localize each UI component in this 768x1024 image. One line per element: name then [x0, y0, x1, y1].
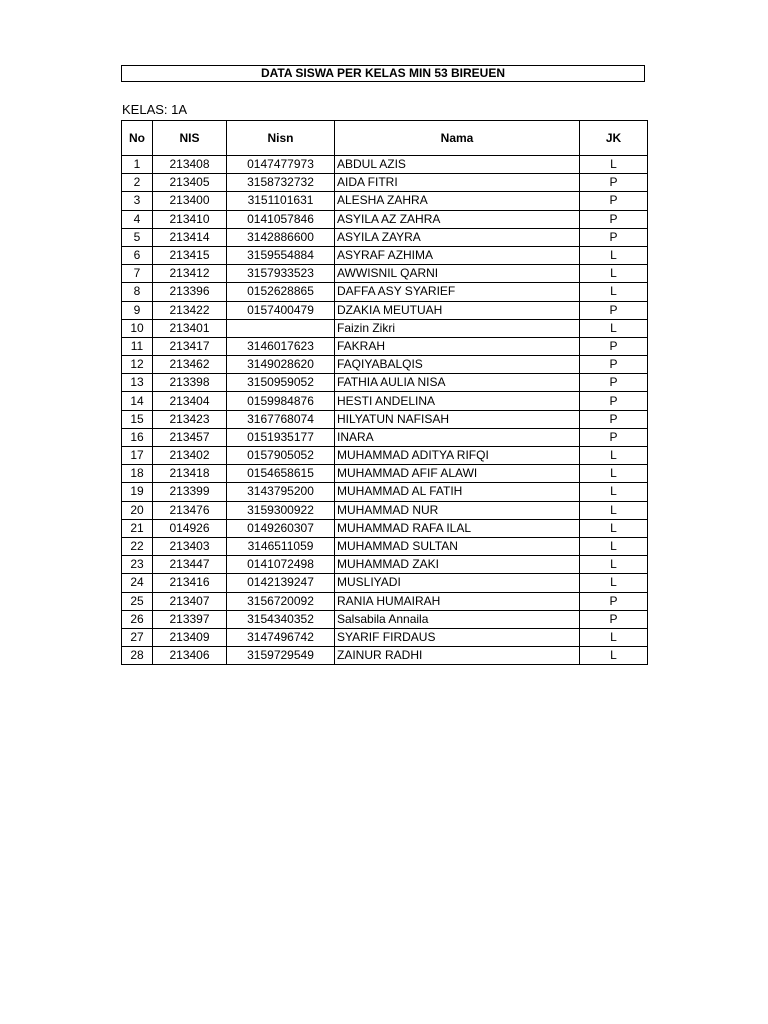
- cell-nisn: 0141057846: [227, 210, 335, 228]
- cell-nis: 213398: [153, 374, 227, 392]
- cell-nisn: 0142139247: [227, 574, 335, 592]
- cell-nisn: 3151101631: [227, 192, 335, 210]
- table-row: [122, 192, 648, 210]
- cell-nisn: 3157933523: [227, 265, 335, 283]
- cell-nama: MUHAMMAD RAFA ILAL: [335, 519, 580, 537]
- cell-no: 14: [122, 392, 153, 410]
- table-row: [122, 210, 648, 228]
- cell-jk: L: [580, 283, 648, 301]
- cell-jk: L: [580, 519, 648, 537]
- cell-nisn: 0159984876: [227, 392, 335, 410]
- cell-nama: ASYILA ZAYRA: [335, 228, 580, 246]
- table-row: [122, 628, 648, 646]
- cell-no: 16: [122, 428, 153, 446]
- cell-nis: 213423: [153, 410, 227, 428]
- cell-nama: DAFFA ASY SYARIEF: [335, 283, 580, 301]
- cell-no: 17: [122, 447, 153, 465]
- cell-nisn: 3146017623: [227, 337, 335, 355]
- cell-jk: P: [580, 592, 648, 610]
- cell-jk: P: [580, 337, 648, 355]
- table-row: [122, 537, 648, 555]
- cell-no: 8: [122, 283, 153, 301]
- table-row: [122, 283, 648, 301]
- table-row: [122, 319, 648, 337]
- cell-nisn: 3143795200: [227, 483, 335, 501]
- cell-no: 4: [122, 210, 153, 228]
- header-nis: NIS: [153, 121, 227, 156]
- cell-jk: P: [580, 410, 648, 428]
- cell-nisn: 3142886600: [227, 228, 335, 246]
- cell-no: 7: [122, 265, 153, 283]
- cell-nisn: 3167768074: [227, 410, 335, 428]
- cell-jk: L: [580, 265, 648, 283]
- cell-nama: AIDA FITRI: [335, 174, 580, 192]
- cell-nisn: 0141072498: [227, 556, 335, 574]
- cell-jk: P: [580, 374, 648, 392]
- table-row: [122, 246, 648, 264]
- cell-nama: RANIA HUMAIRAH: [335, 592, 580, 610]
- cell-no: 27: [122, 628, 153, 646]
- cell-nis: 213409: [153, 628, 227, 646]
- cell-jk: L: [580, 574, 648, 592]
- table-row: [122, 374, 648, 392]
- cell-nama: MUSLIYADI: [335, 574, 580, 592]
- cell-nis: 213418: [153, 465, 227, 483]
- cell-nama: FAKRAH: [335, 337, 580, 355]
- table-row: [122, 501, 648, 519]
- cell-nisn: 0152628865: [227, 283, 335, 301]
- cell-nis: 213462: [153, 356, 227, 374]
- cell-jk: P: [580, 228, 648, 246]
- cell-nis: 213404: [153, 392, 227, 410]
- cell-nisn: 3156720092: [227, 592, 335, 610]
- cell-no: 21: [122, 519, 153, 537]
- table-row: [122, 574, 648, 592]
- cell-nisn: 3149028620: [227, 356, 335, 374]
- table-row: [122, 556, 648, 574]
- cell-nama: DZAKIA MEUTUAH: [335, 301, 580, 319]
- cell-nis: 213447: [153, 556, 227, 574]
- cell-no: 20: [122, 501, 153, 519]
- cell-jk: L: [580, 483, 648, 501]
- cell-nama: ABDUL AZIS: [335, 156, 580, 174]
- cell-nisn: 0149260307: [227, 519, 335, 537]
- cell-nama: ASYILA AZ ZAHRA: [335, 210, 580, 228]
- cell-nama: FAQIYABALQIS: [335, 356, 580, 374]
- cell-no: 15: [122, 410, 153, 428]
- cell-nisn: 3147496742: [227, 628, 335, 646]
- table-row: [122, 592, 648, 610]
- header-row: [122, 121, 648, 156]
- cell-jk: L: [580, 465, 648, 483]
- table-row: [122, 610, 648, 628]
- cell-nis: 213407: [153, 592, 227, 610]
- cell-nis: 213401: [153, 319, 227, 337]
- cell-nama: ZAINUR RADHI: [335, 647, 580, 665]
- cell-jk: L: [580, 246, 648, 264]
- cell-nama: ASYRAF AZHIMA: [335, 246, 580, 264]
- table-row: [122, 428, 648, 446]
- cell-nis: 213408: [153, 156, 227, 174]
- cell-nisn: 3150959052: [227, 374, 335, 392]
- cell-no: 22: [122, 537, 153, 555]
- cell-no: 26: [122, 610, 153, 628]
- cell-nis: 213410: [153, 210, 227, 228]
- header-no: No: [122, 121, 153, 156]
- cell-jk: L: [580, 647, 648, 665]
- cell-jk: P: [580, 610, 648, 628]
- table-row: [122, 483, 648, 501]
- cell-nama: MUHAMMAD AFIF ALAWI: [335, 465, 580, 483]
- cell-nisn: 3159729549: [227, 647, 335, 665]
- cell-nis: 213397: [153, 610, 227, 628]
- cell-nama: MUHAMMAD ADITYA RIFQI: [335, 447, 580, 465]
- cell-jk: P: [580, 301, 648, 319]
- cell-no: 12: [122, 356, 153, 374]
- cell-nama: SYARIF FIRDAUS: [335, 628, 580, 646]
- cell-nisn: 3146511059: [227, 537, 335, 555]
- cell-no: 13: [122, 374, 153, 392]
- cell-nis: 213416: [153, 574, 227, 592]
- table-row: [122, 647, 648, 665]
- cell-nis: 213457: [153, 428, 227, 446]
- student-table: [121, 120, 648, 665]
- cell-no: 28: [122, 647, 153, 665]
- cell-no: 1: [122, 156, 153, 174]
- cell-nis: 213396: [153, 283, 227, 301]
- table-header: [122, 121, 648, 156]
- cell-no: 9: [122, 301, 153, 319]
- cell-nisn: 3158732732: [227, 174, 335, 192]
- table-row: [122, 174, 648, 192]
- table-row: [122, 337, 648, 355]
- cell-nisn: 0151935177: [227, 428, 335, 446]
- cell-nis: 213422: [153, 301, 227, 319]
- cell-jk: L: [580, 319, 648, 337]
- cell-nis: 213400: [153, 192, 227, 210]
- table-row: [122, 228, 648, 246]
- cell-nama: Faizin Zikri: [335, 319, 580, 337]
- cell-nis: 213417: [153, 337, 227, 355]
- table-body: [122, 156, 648, 665]
- cell-nama: AWWISNIL QARNI: [335, 265, 580, 283]
- table-row: [122, 447, 648, 465]
- cell-nisn: 0147477973: [227, 156, 335, 174]
- cell-nisn: [227, 319, 335, 337]
- cell-nis: 213403: [153, 537, 227, 555]
- cell-no: 18: [122, 465, 153, 483]
- cell-nisn: 0157400479: [227, 301, 335, 319]
- table-row: [122, 519, 648, 537]
- cell-nisn: 0154658615: [227, 465, 335, 483]
- header-nisn: Nisn: [227, 121, 335, 156]
- table-row: [122, 156, 648, 174]
- cell-nis: 213406: [153, 647, 227, 665]
- cell-nis: 213405: [153, 174, 227, 192]
- cell-jk: L: [580, 447, 648, 465]
- cell-nama: MUHAMMAD ZAKI: [335, 556, 580, 574]
- cell-nisn: 0157905052: [227, 447, 335, 465]
- cell-nama: HILYATUN NAFISAH: [335, 410, 580, 428]
- cell-nama: MUHAMMAD NUR: [335, 501, 580, 519]
- cell-jk: L: [580, 628, 648, 646]
- cell-jk: P: [580, 174, 648, 192]
- cell-nama: Salsabila Annaila: [335, 610, 580, 628]
- cell-jk: L: [580, 537, 648, 555]
- cell-nama: ALESHA ZAHRA: [335, 192, 580, 210]
- cell-jk: L: [580, 556, 648, 574]
- cell-no: 19: [122, 483, 153, 501]
- cell-nisn: 3154340352: [227, 610, 335, 628]
- cell-jk: P: [580, 428, 648, 446]
- table-row: [122, 265, 648, 283]
- header-nama: Nama: [335, 121, 580, 156]
- cell-no: 3: [122, 192, 153, 210]
- document-title: DATA SISWA PER KELAS MIN 53 BIREUEN: [121, 65, 645, 82]
- cell-nis: 213415: [153, 246, 227, 264]
- cell-jk: P: [580, 210, 648, 228]
- cell-no: 5: [122, 228, 153, 246]
- table-row: [122, 392, 648, 410]
- cell-nis: 213402: [153, 447, 227, 465]
- cell-no: 2: [122, 174, 153, 192]
- cell-jk: P: [580, 392, 648, 410]
- cell-nama: INARA: [335, 428, 580, 446]
- cell-no: 10: [122, 319, 153, 337]
- cell-nis: 014926: [153, 519, 227, 537]
- cell-nis: 213399: [153, 483, 227, 501]
- header-jk: JK: [580, 121, 648, 156]
- table-row: [122, 465, 648, 483]
- cell-no: 25: [122, 592, 153, 610]
- cell-no: 24: [122, 574, 153, 592]
- cell-nis: 213414: [153, 228, 227, 246]
- cell-nama: MUHAMMAD AL FATIH: [335, 483, 580, 501]
- table-row: [122, 301, 648, 319]
- cell-nama: FATHIA AULIA NISA: [335, 374, 580, 392]
- cell-jk: P: [580, 192, 648, 210]
- table-row: [122, 410, 648, 428]
- cell-jk: P: [580, 356, 648, 374]
- class-label: KELAS: 1A: [122, 102, 188, 117]
- cell-nis: 213476: [153, 501, 227, 519]
- cell-nama: MUHAMMAD SULTAN: [335, 537, 580, 555]
- cell-nis: 213412: [153, 265, 227, 283]
- cell-no: 11: [122, 337, 153, 355]
- cell-jk: L: [580, 156, 648, 174]
- cell-nama: HESTI ANDELINA: [335, 392, 580, 410]
- cell-nisn: 3159554884: [227, 246, 335, 264]
- cell-nisn: 3159300922: [227, 501, 335, 519]
- cell-no: 6: [122, 246, 153, 264]
- cell-no: 23: [122, 556, 153, 574]
- table-row: [122, 356, 648, 374]
- cell-jk: L: [580, 501, 648, 519]
